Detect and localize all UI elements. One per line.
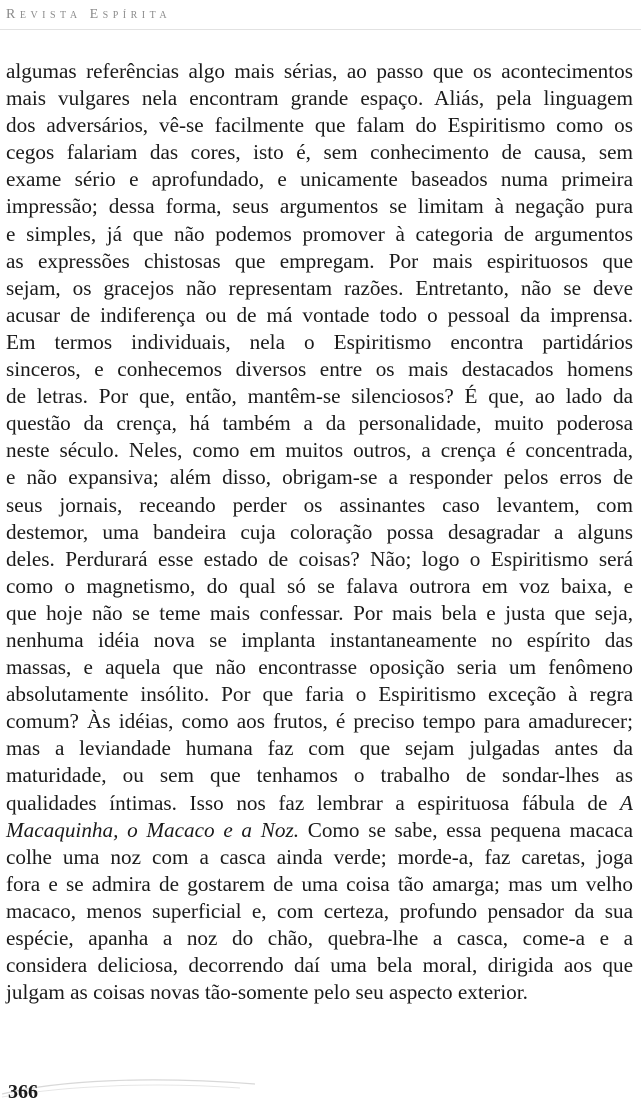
text-line: como o magnetismo, do qual só se falava outrora em voz baixa, e bbox=[6, 573, 633, 598]
text-line: colhe uma noz com a casca ainda verde; morde-a, faz caretas, joga bbox=[6, 844, 633, 869]
running-head-title: Revista Espírita bbox=[6, 7, 172, 22]
text-line: sejam, os gracejos não representam razões. Entretanto, não se deve bbox=[6, 275, 633, 300]
text-line: neste século. Neles, como em muitos outros, a crença é concentrada, bbox=[6, 438, 633, 463]
text-line: sinceros, e conhecemos diversos entre os mais destacados homens bbox=[6, 357, 633, 382]
text-segment: Como se sabe, essa pequena macaca bbox=[299, 817, 633, 842]
footer-swoosh-ornament bbox=[0, 1070, 260, 1100]
text-line: questão da crença, há também a da personalidade, muito poderosa bbox=[6, 411, 633, 436]
text-line: cegos falariam das cores, isto é, sem conhecimento de causa, sem bbox=[6, 140, 633, 165]
text-line: algumas referências algo mais sérias, ao passo que os acontecimentos bbox=[6, 59, 633, 83]
text-line: impressão; dessa forma, seus argumentos se limitam à negação pura bbox=[6, 194, 633, 219]
text-line: massas, e aquela que não encontrasse oposição seria um fenômeno bbox=[6, 655, 633, 680]
text-line: absolutamente insólito. Por que faria o Espiritismo exceção à regra bbox=[6, 682, 633, 707]
text-line bbox=[6, 817, 633, 844]
text-line: espécie, apanha a noz do chão, quebra-lhe a casca, come-a e a bbox=[6, 926, 633, 950]
text-line: mas a leviandade humana faz com que sejam julgadas antes da bbox=[6, 736, 633, 761]
text-line: exame sério e aprofundado, e unicamente baseados numa primeira bbox=[6, 167, 633, 192]
text-line: macaco, menos superficial e, com certeza, profundo pensador da sua bbox=[6, 898, 633, 923]
text-line: nenhuma idéia nova se implanta instantaneamente no espírito das bbox=[6, 627, 633, 652]
text-segment: qualidades íntimas. Isso nos faz lembrar a espirituosa fábula de bbox=[6, 790, 621, 815]
text-line: de letras. Por que, então, mantêm-se silenciosos? É que, ao lado da bbox=[6, 384, 633, 409]
text-line: e simples, já que não podemos promover à categoria de argumentos bbox=[6, 221, 633, 246]
text-line: as expressões chistosas que empregam. Por mais espirituosos que bbox=[6, 248, 633, 273]
text-line: que hoje não se teme mais confessar. Por mais bela e justa que seja, bbox=[6, 600, 633, 625]
text-line: julgam as coisas novas tão-somente pelo seu aspecto exterior. bbox=[6, 980, 528, 1005]
text-line: comum? Às idéias, como aos frutos, é preciso tempo para amadurecer; bbox=[6, 709, 633, 734]
text-line: seus jornais, receando perder os assinantes caso levantem, com bbox=[6, 492, 633, 517]
page-number: 366 bbox=[8, 1081, 38, 1103]
text-line: destemor, uma bandeira cuja coloração possa desagradar a alguns bbox=[6, 519, 633, 544]
text-line bbox=[6, 790, 633, 817]
text-line: acusar de indiferença ou de má vontade todo o pessoal da imprensa. bbox=[6, 302, 633, 327]
text-line: maturidade, ou sem que tenhamos o trabalho de sondar-lhes as bbox=[6, 763, 633, 788]
fable-title-italic: Macaquinha, o Macaco e a Noz. bbox=[6, 817, 299, 842]
header-divider bbox=[0, 29, 641, 30]
fable-title-italic: A bbox=[620, 790, 633, 815]
text-line: mais vulgares nela encontram grande espaço. Aliás, pela linguagem bbox=[6, 86, 633, 111]
text-line: e não expansiva; além disso, obrigam-se a responder pelos erros de bbox=[6, 465, 633, 490]
text-line: deles. Perdurará esse estado de coisas? Não; logo o Espiritismo será bbox=[6, 546, 633, 571]
text-line: Em termos individuais, nela o Espiritismo encontra partidários bbox=[6, 329, 633, 354]
text-line: dos adversários, vê-se facilmente que falam do Espiritismo como os bbox=[6, 113, 633, 138]
body-text bbox=[6, 58, 633, 1006]
text-line: fora e se admira de gostarem de uma coisa tão amarga; mas um velho bbox=[6, 871, 633, 896]
text-line: considera deliciosa, decorrendo daí uma bela moral, dirigida aos que bbox=[6, 953, 633, 978]
